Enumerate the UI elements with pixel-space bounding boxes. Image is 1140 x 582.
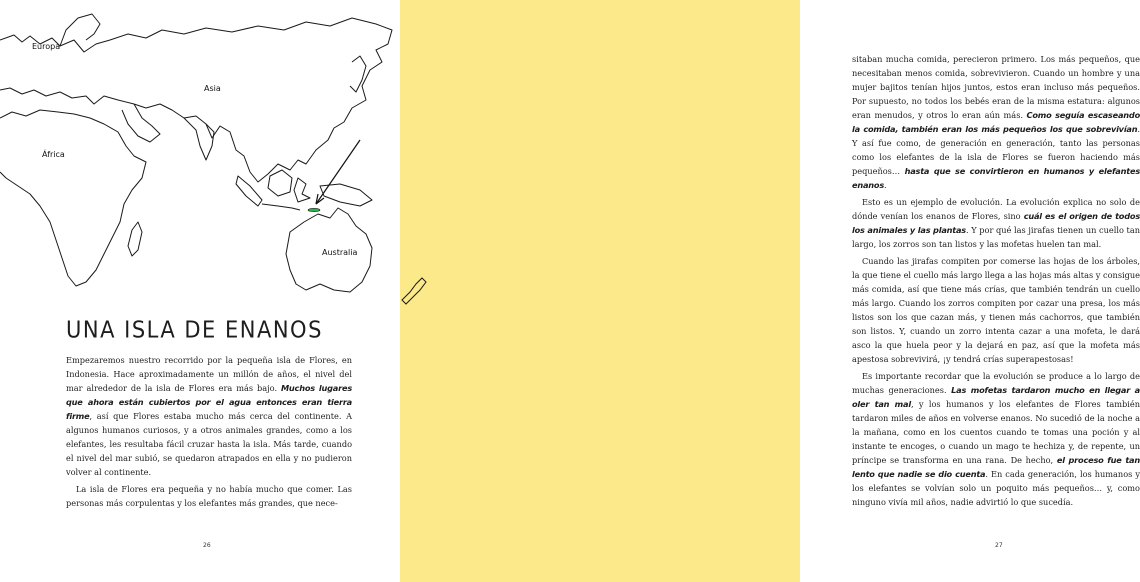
page-number-right: 27 (995, 542, 1003, 549)
chapter-title: UNA ISLA DE ENANOS (66, 317, 323, 343)
highlighted-phrase: Muchos lugares que ahora están cubiertos por el agua entonces eran tierra firme (66, 383, 353, 421)
paragraph: La isla de Flores era pequeña y no había mucho que comer. Las personas más corpulentas y los elefantes más grandes, que nece- (66, 484, 352, 508)
arrow-to-flores (316, 140, 360, 204)
flores-island-highlight (308, 208, 320, 211)
africa-outline (0, 110, 146, 286)
highlighted-phrase: Las mofetas tardaron mucho en llegar a oler tan mal (852, 385, 1140, 409)
paragraph: Esto es un ejemplo de evolución. La evolución explica no solo de dónde venían los enanos de Flores, sino cuál es el origen de todos los animales y las plantas. Y por qué las jirafas tienen un cuello tan largo, los zorros son tan listos y las mofetas huelen tan mal. (852, 197, 1140, 249)
new-zealand-fragment (400, 270, 430, 310)
japan-outline (350, 56, 366, 92)
map-label-europa: Europa (32, 42, 61, 51)
india-outline (184, 118, 214, 160)
right-body-text (852, 52, 1140, 512)
paragraph: Empezaremos nuestro recorrido por la pequeña isla de Flores, en Indonesia. Hace aproximadamente un millón de años, el nivel del mar alrededor de la isla de Flores era más bajo. Muchos lugares que ahora están cubiertos por el agua entonces eran tierra firme, así que Flores estaba mucho más cerca del continente. A algunos humanos curiosos, y a otros animales grandes, como a los elefantes, les resultaba fácil cruzar hasta la isla. Más tarde, cuando el nivel del mar subió, se quedaron atrapados en ella y no pudieron volver al continente. (66, 355, 353, 477)
highlighted-phrase: Como seguía escaseando la comida, también eran los más pequeños los que sobrevivían (852, 110, 1140, 134)
arabia-outline (122, 104, 160, 142)
madagascar-outline (128, 222, 142, 256)
highlighted-phrase: el proceso fue tan lento que nadie se dio cuenta (852, 455, 1140, 479)
scandinavia-outline (60, 14, 100, 46)
map-label-africa: África (42, 150, 65, 159)
left-body-text (66, 353, 352, 513)
map-label-asia: Asia (204, 84, 221, 93)
paragraph: sitaban mucha comida, perecieron primero. Los más pequeños, que necesitaban menos comida, sobrevivieron. Cuando un hombre y una mujer bajitos tenían hijos juntos, estos eran incluso más pequeños. Por supuesto, no todos los bebés eran de la misma estatura: algunos eran menudos, y otros lo eran aún más. Como seguía escaseando la comida, también eran los más pequeños los que sobrevivían. Y así fue como, de generación en generación, tanto las personas como los elefantes de la isla de Flores se fueron haciendo más pequeños… hasta que se convirtieron en humanos y elefantes enanos. (852, 54, 1140, 190)
sumatra-outline (236, 176, 262, 206)
page-number-left: 26 (203, 542, 211, 549)
right-page (400, 0, 1140, 582)
highlighted-phrase: cuál es el origen de todos los animales y las plantas (852, 211, 1140, 235)
paragraph: Cuando las jirafas compiten por comerse las hojas de los árboles, la que tiene el cuello más largo llega a las hojas más altas y consigue más comida, así que tiene más crías, que también tendrán un cuello más largo. Cuando los zorros compiten por cazar una presa, los más listos son los que cazan más, y tienen más cachorros, que también son listos. Y, cuando un zorro intenta cazar a una mofeta, le dará asco la que huela peor y la dejará en paz, así que la mofeta más apestosa sobrevivirá, ¡y tendrá crías superapestosas! (852, 256, 1140, 364)
left-page (0, 0, 400, 582)
map-label-australia: Australia (322, 248, 358, 257)
highlighted-phrase: hasta que se convirtieron en humanos y elefantes enanos (852, 166, 1140, 190)
paragraph: Es importante recordar que la evolución se produce a lo largo de muchas generaciones. Las mofetas tardaron mucho en llegar a oler tan mal, y los humanos y los elefantes de Flores también tardaron miles de años en volverse enanos. No sucedió de la noche a la mañana, como en los cuentos cuando te tomas una poción y al instante te encoges, o cuando un mago te hechiza y, de repente, un príncipe se transforma en una rana. De hecho, el proceso fue tan lento que nadie se dio cuenta. En cada generación, los humanos y los elefantes se volvían solo un poquito más pequeños… y, como ninguno vivía mil años, nadie advirtió lo que sucedía. (852, 371, 1140, 507)
sulawesi-outline (294, 178, 310, 202)
borneo-outline (268, 170, 292, 196)
java-outline (262, 204, 300, 210)
